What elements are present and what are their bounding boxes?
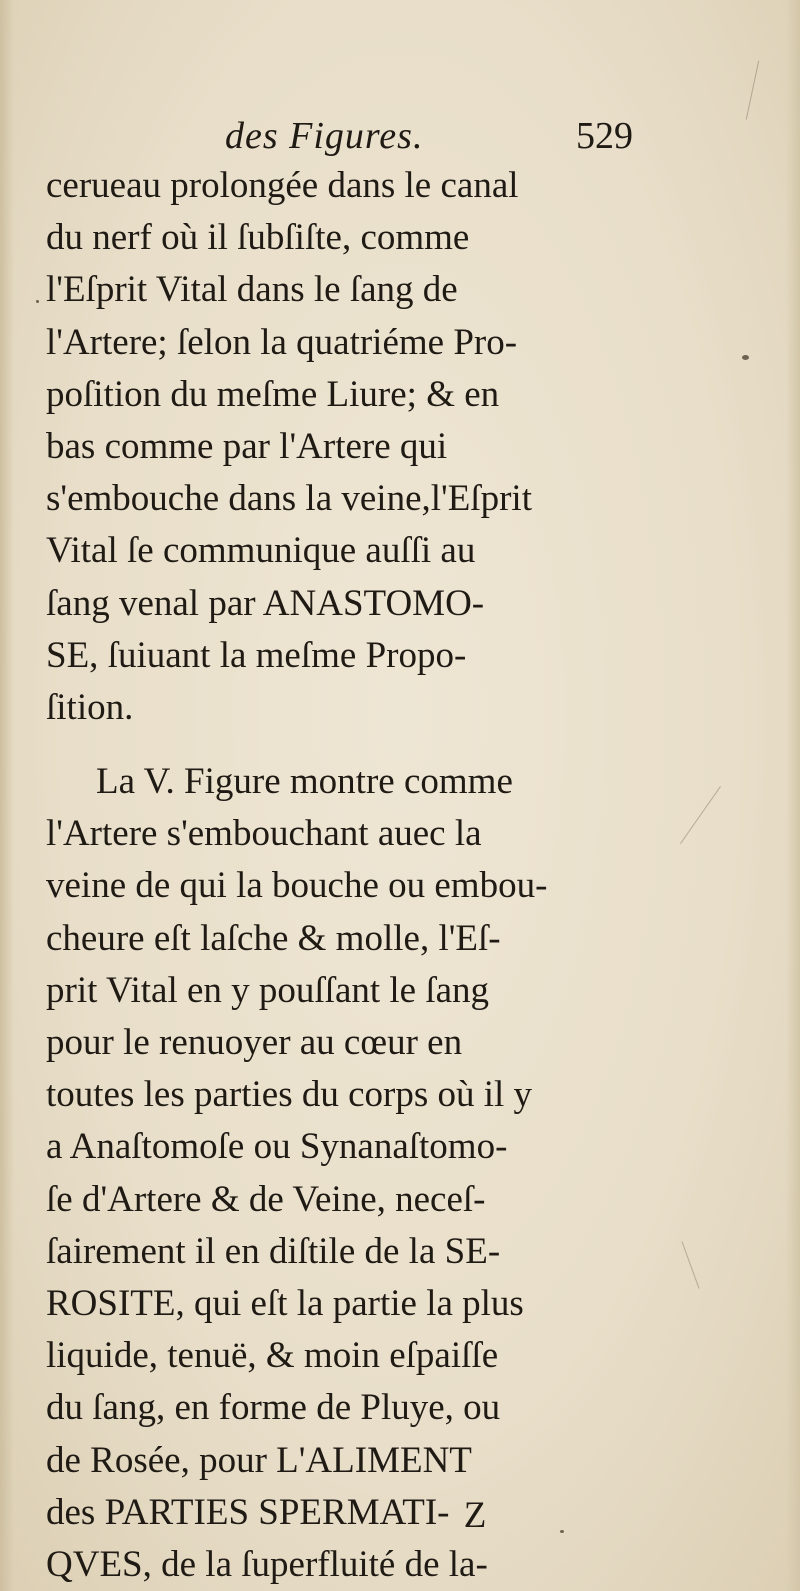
signature-mark: Z [463, 1495, 487, 1536]
paper-fiber [680, 786, 721, 844]
text-line-18: toutes les parties du corps où il y [46, 1074, 533, 1116]
text-line-7: s'embouche dans la veine,l'Eſprit [46, 478, 532, 520]
text-line-26: des PARTIES SPERMATI- [46, 1491, 450, 1533]
page-edge-shadow-right [786, 0, 800, 1591]
ink-speck [742, 355, 749, 360]
text-line-24: du ſang, en forme de Pluye, ou [46, 1387, 501, 1429]
text-line-8: Vital ſe communique auſſi au [46, 530, 476, 572]
text-line-14: veine de qui la bouche ou embou- [46, 865, 548, 907]
page-header [225, 108, 645, 164]
text-line-25: de Rosée, pour L'ALIMENT [46, 1439, 472, 1481]
text-line-19: a Anaſtomoſe ou Synanaſtomo- [46, 1126, 508, 1168]
text-line-1: cerueau prolongée dans le canal [46, 165, 519, 206]
text-line-6: bas comme par l'Artere qui [46, 425, 448, 467]
running-head: des Figures. [225, 115, 424, 157]
text-line-27: QVES, de la ſuperfluité de la- [46, 1543, 488, 1585]
page-edge-shadow-left [0, 0, 14, 1591]
text-line-13: l'Artere s'embouchant auec la [46, 813, 482, 855]
body-text [46, 160, 636, 1591]
text-line-17: pour le renuoyer au cœur en [46, 1022, 463, 1063]
text-line-10: SE, ſuiuant la meſme Propo- [46, 634, 467, 676]
text-line-23: liquide, tenuë, & moin eſpaiſſe [46, 1335, 499, 1377]
text-line-3: l'Eſprit Vital dans le ſang de [46, 269, 458, 311]
ink-speck [560, 1530, 564, 1533]
paper-fiber [681, 1241, 699, 1288]
text-line-22: ROSITE, qui eſt la partie la plus [46, 1282, 524, 1324]
text-line-20: ſe d'Artere & de Veine, neceſ- [46, 1178, 486, 1220]
text-line-16: prit Vital en y pouſſant le ſang [46, 969, 490, 1011]
page-number: 529 [576, 115, 633, 157]
ink-speck [36, 300, 39, 303]
paper-fiber [746, 61, 759, 120]
text-line-5: poſition du meſme Liure; & en [46, 373, 500, 415]
text-line-9: ſang venal par ANASTOMO- [46, 582, 485, 624]
text-line-11: ſition. [46, 686, 134, 728]
text-line-15: cheure eſt laſche & molle, l'Eſ- [46, 917, 501, 959]
text-line-4: l'Artere; ſelon la quatriéme Pro- [46, 321, 518, 363]
text-line-21: ſairement il en diſtile de la SE- [46, 1230, 501, 1272]
text-line-2: du nerf où il ſubſiſte, comme [46, 217, 470, 259]
paragraph-start-line: La V. Figure montre comme [96, 761, 513, 803]
